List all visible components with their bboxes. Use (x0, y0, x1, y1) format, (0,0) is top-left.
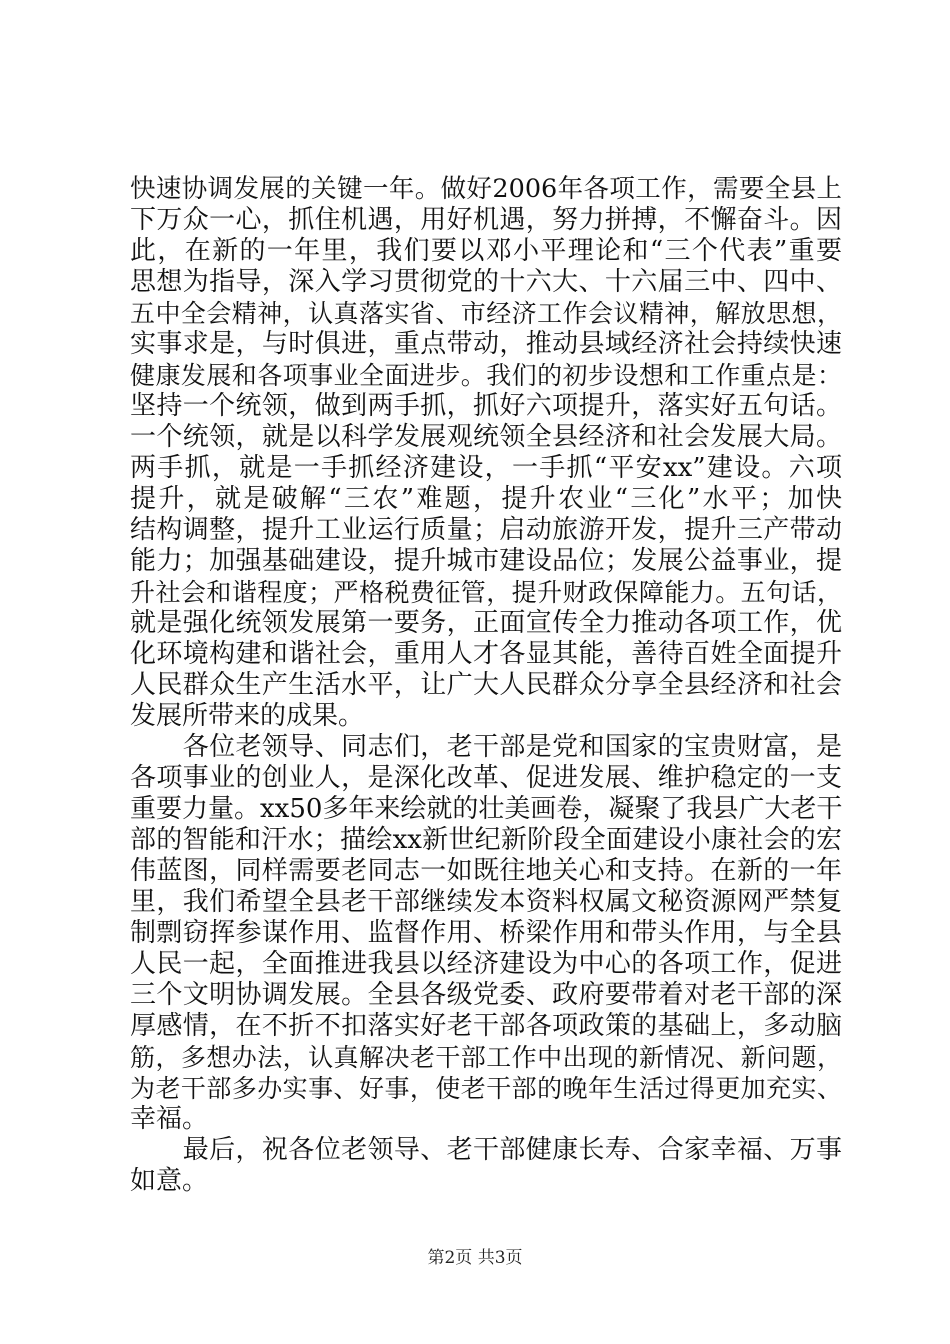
text-line: 此，在新的一年里，我们要以邓小平理论和“三个代表”重要 (130, 236, 842, 266)
text-line: 健康发展和各项事业全面进步。我们的初步设想和工作重点是： (130, 361, 842, 390)
text-line: 快速协调发展的关键一年。做好2006年各项工作，需要全县上 (130, 174, 842, 204)
text-line: 人民一起，全面推进我县以经济建设为中心的各项工作，促进 (130, 949, 842, 979)
body-text (130, 174, 842, 1197)
text-line: 幸福。 (130, 1104, 209, 1134)
page-footer: 第2页 共3页 (427, 1248, 523, 1268)
text-line: 部的智能和汗水；描绘xx新世纪新阶段全面建设小康社会的宏 (130, 825, 842, 855)
text-line: 坚持一个统领，做到两手抓，抓好六项提升，落实好五句话。 (130, 391, 842, 421)
text-line: 升社会和谐程度；严格税费征管，提升财政保障能力。五句话， (130, 578, 842, 607)
text-line: 重要力量。xx50多年来绘就的壮美画卷，凝聚了我县广大老干 (130, 794, 843, 824)
text-line: 化环境构建和谐社会，重用人才各显其能，善待百姓全面提升 (130, 639, 842, 669)
text-line: 结构调整，提升工业运行质量；启动旅游开发，提升三产带动 (130, 515, 842, 545)
text-line: 实事求是，与时俱进，重点带动，推动县域经济社会持续快速 (130, 329, 842, 359)
text-line: 提升，就是破解“三农”难题，提升农业“三化”水平；加快 (130, 484, 842, 514)
text-line: 能力；加强基础建设，提升城市建设品位；发展公益事业，提 (130, 546, 842, 576)
text-line: 为老干部多办实事、好事，使老干部的晚年生活过得更加充实、 (130, 1074, 842, 1103)
text-line: 筋，多想办法，认真解决老干部工作中出现的新情况、新问题， (130, 1043, 842, 1072)
text-line: 三个文明协调发展。全县各级党委、政府要带着对老干部的深 (130, 980, 842, 1010)
text-line: 如意。 (130, 1166, 209, 1196)
text-line: 思想为指导，深入学习贯彻党的十六大、十六届三中、四中、 (130, 267, 842, 297)
text-line: 发展所带来的成果。 (130, 701, 365, 731)
text-line: 一个统领，就是以科学发展观统领全县经济和社会发展大局。 (130, 422, 842, 452)
text-line: 就是强化统领发展第一要务，正面宣传全力推动各项工作，优 (130, 608, 842, 638)
text-line: 厚感情，在不折不扣落实好老干部各项政策的基础上，多动脑 (130, 1011, 842, 1041)
text-line: 下万众一心，抓住机遇，用好机遇，努力拼搏，不懈奋斗。因 (130, 205, 842, 235)
text-line: 人民群众生产生活水平，让广大人民群众分享全县经济和社会 (130, 670, 842, 700)
text-line: 最后，祝各位老领导、老干部健康长寿、合家幸福、万事 (130, 1135, 842, 1165)
text-line: 各项事业的创业人，是深化改革、促进发展、维护稳定的一支 (130, 763, 842, 793)
text-line: 伟蓝图，同样需要老同志一如既往地关心和支持。在新的一年 (130, 856, 842, 886)
text-line: 各位老领导、同志们，老干部是党和国家的宝贵财富，是 (130, 732, 842, 762)
text-line: 两手抓，就是一手抓经济建设，一手抓“平安xx”建设。六项 (130, 453, 842, 483)
text-line: 里，我们希望全县老干部继续发本资料权属文秘资源网严禁复 (130, 887, 842, 917)
text-line: 五中全会精神，认真落实省、市经济工作会议精神，解放思想， (130, 299, 842, 328)
text-line: 制剽窃挥参谋作用、监督作用、桥梁作用和带头作用，与全县 (130, 918, 842, 948)
